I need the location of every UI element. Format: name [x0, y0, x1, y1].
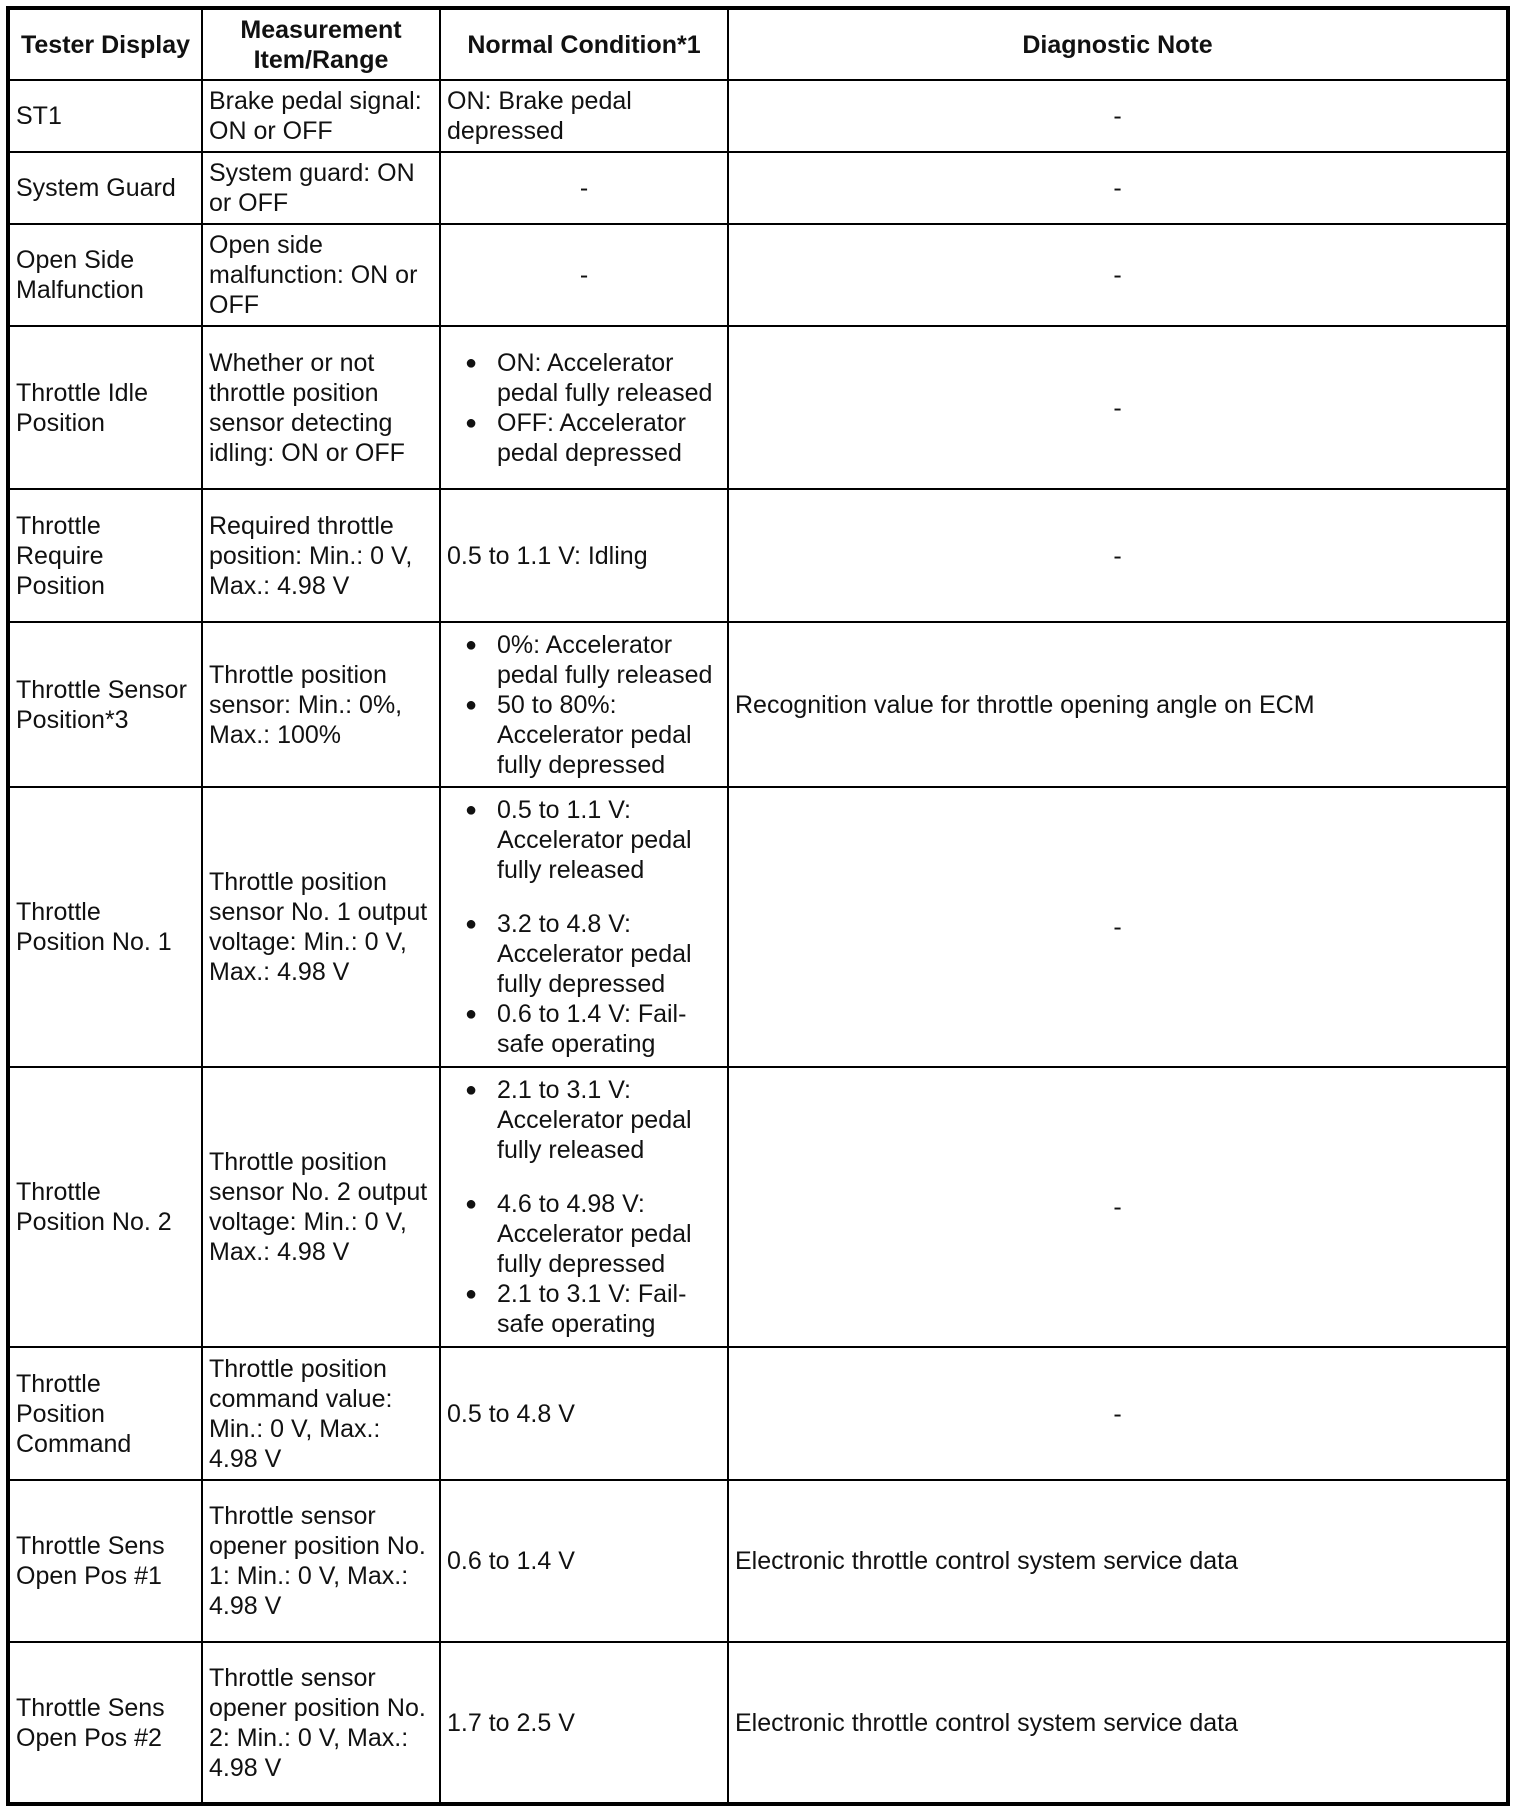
normal-condition-cell	[440, 787, 728, 1067]
normal-condition-cell: ON: Brake pedal depressed	[440, 80, 728, 152]
tester-display-cell: Open Side Malfunction	[8, 224, 202, 326]
list-item: ● 4.6 to 4.98 V: Accelerator pedal fully depressed	[447, 1189, 721, 1279]
diagnostic-note-cell: Electronic throttle control system service data	[728, 1480, 1508, 1642]
header-row	[8, 8, 1508, 80]
normal-condition-cell: 0.5 to 4.8 V	[440, 1347, 728, 1480]
list-item: ● 0%: Accelerator pedal fully released	[447, 630, 721, 690]
table-row	[8, 80, 1508, 152]
measurement-cell: Throttle sensor opener position No. 2: Min.: 0 V, Max.: 4.98 V	[202, 1642, 440, 1804]
diagnostic-note-cell: -	[728, 1067, 1508, 1347]
diagnostic-note-cell: Electronic throttle control system service data	[728, 1642, 1508, 1804]
list-item: ● 2.1 to 3.1 V: Fail-safe operating	[447, 1279, 721, 1339]
normal-condition-list	[447, 630, 721, 780]
table-row	[8, 489, 1508, 622]
header-normal-condition: Normal Condition*1	[440, 8, 728, 80]
diagnostic-note-cell: -	[728, 326, 1508, 489]
tester-display-cell: Throttle Position No. 1	[8, 787, 202, 1067]
table-row	[8, 152, 1508, 224]
measurement-cell: Brake pedal signal: ON or OFF	[202, 80, 440, 152]
normal-condition-cell	[440, 622, 728, 787]
list-item: ● 0.6 to 1.4 V: Fail-safe operating	[447, 999, 721, 1059]
tester-display-cell: Throttle Sensor Position*3	[8, 622, 202, 787]
table-row	[8, 622, 1508, 787]
data-monitor-table	[6, 6, 1510, 1806]
normal-condition-list	[447, 795, 721, 1059]
list-item: ● ON: Accelerator pedal fully released	[447, 348, 721, 408]
tester-display-cell: Throttle Sens Open Pos #1	[8, 1480, 202, 1642]
measurement-cell: Throttle sensor opener position No. 1: Min.: 0 V, Max.: 4.98 V	[202, 1480, 440, 1642]
diagnostic-note-cell: -	[728, 489, 1508, 622]
tester-display-cell: Throttle Sens Open Pos #2	[8, 1642, 202, 1804]
measurement-cell: Required throttle position: Min.: 0 V, Max.: 4.98 V	[202, 489, 440, 622]
normal-condition-cell: 1.7 to 2.5 V	[440, 1642, 728, 1804]
table-row	[8, 787, 1508, 1067]
header-measurement-item: Measurement Item/Range	[202, 8, 440, 80]
measurement-cell: System guard: ON or OFF	[202, 152, 440, 224]
header-diagnostic-note: Diagnostic Note	[728, 8, 1508, 80]
normal-condition-list	[447, 1075, 721, 1339]
tester-display-cell: Throttle Require Position	[8, 489, 202, 622]
table-row	[8, 1642, 1508, 1804]
normal-condition-list	[447, 348, 721, 468]
list-item: ● 3.2 to 4.8 V: Accelerator pedal fully depressed	[447, 909, 721, 999]
header-tester-display: Tester Display	[8, 8, 202, 80]
list-item: ● OFF: Accelerator pedal depressed	[447, 408, 721, 468]
measurement-cell: Whether or not throttle position sensor detecting idling: ON or OFF	[202, 326, 440, 489]
table-row	[8, 1347, 1508, 1480]
normal-condition-cell: 0.6 to 1.4 V	[440, 1480, 728, 1642]
tester-display-cell: System Guard	[8, 152, 202, 224]
diagnostic-note-cell: -	[728, 152, 1508, 224]
table-row	[8, 1067, 1508, 1347]
list-item: ● 50 to 80%: Accelerator pedal fully depressed	[447, 690, 721, 780]
measurement-cell: Throttle position sensor No. 1 output voltage: Min.: 0 V, Max.: 4.98 V	[202, 787, 440, 1067]
list-item: ● 2.1 to 3.1 V: Accelerator pedal fully released	[447, 1075, 721, 1165]
measurement-cell: Open side malfunction: ON or OFF	[202, 224, 440, 326]
diagnostic-note-cell: -	[728, 1347, 1508, 1480]
diagnostic-note-cell: -	[728, 787, 1508, 1067]
tester-display-cell: Throttle Position No. 2	[8, 1067, 202, 1347]
tester-display-cell: ST1	[8, 80, 202, 152]
measurement-cell: Throttle position sensor No. 2 output voltage: Min.: 0 V, Max.: 4.98 V	[202, 1067, 440, 1347]
list-item: ● 0.5 to 1.1 V: Accelerator pedal fully released	[447, 795, 721, 885]
table-row	[8, 1480, 1508, 1642]
measurement-cell: Throttle position command value: Min.: 0 V, Max.: 4.98 V	[202, 1347, 440, 1480]
normal-condition-cell: -	[440, 224, 728, 326]
normal-condition-cell: 0.5 to 1.1 V: Idling	[440, 489, 728, 622]
normal-condition-cell: -	[440, 152, 728, 224]
normal-condition-cell	[440, 326, 728, 489]
tester-display-cell: Throttle Idle Position	[8, 326, 202, 489]
diagnostic-note-cell: -	[728, 224, 1508, 326]
table-row	[8, 224, 1508, 326]
diagnostic-note-cell: -	[728, 80, 1508, 152]
table-row	[8, 326, 1508, 489]
tester-display-cell: Throttle Position Command	[8, 1347, 202, 1480]
normal-condition-cell	[440, 1067, 728, 1347]
diagnostic-note-cell: Recognition value for throttle opening angle on ECM	[728, 622, 1508, 787]
measurement-cell: Throttle position sensor: Min.: 0%, Max.: 100%	[202, 622, 440, 787]
